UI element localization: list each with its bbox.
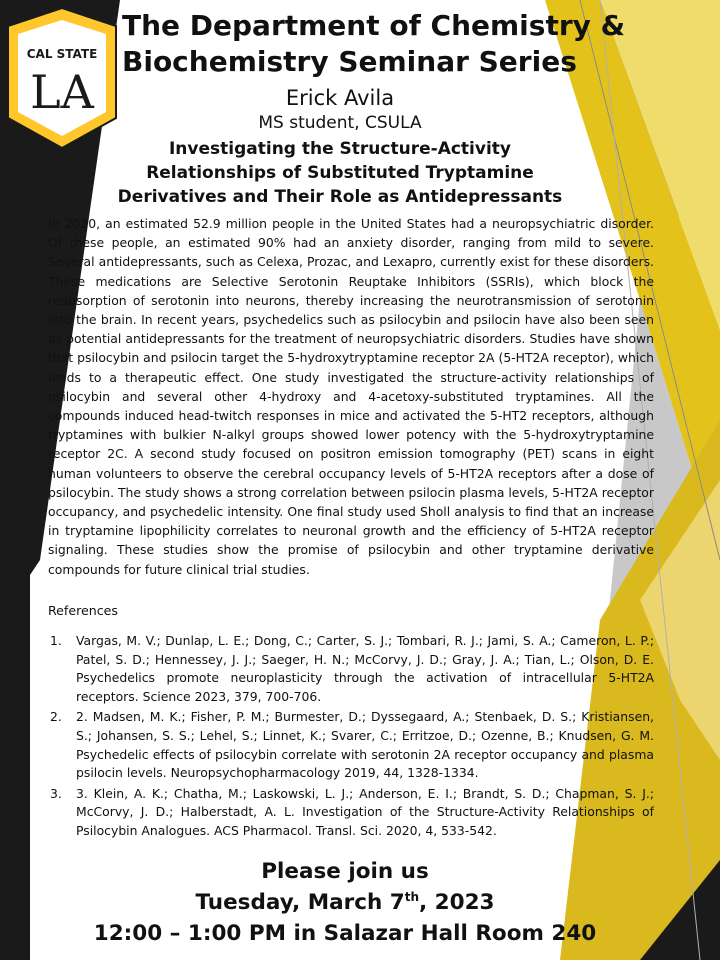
event-date-suffix-sup: th — [404, 889, 419, 904]
abstract-text: In 2020, an estimated 52.9 million people in the United States had a neuropsychiatric disorder. Of these people, an estimated 90% had an anxiety disorder, ranging from mild to severe. Several antidepressants, such as Celexa, Prozac, and Lexapro, currently exist for these disorders. These medications are Selective Serotonin Reuptake Inhibitors (SSRIs), which block the reabsorption of serotonin into neurons, thereby increasing the neurotransmission of serotonin into the brain. In recent years, psychedelics such as psilocybin and psilocin have also been seen as potential antidepressants for the treatment of neuropsychiatric disorders. Studies have shown that psilocybin and psilocin target the 5-hydroxytryptamine receptor 2A (5-HT2A receptor), which leads to a therapeutic effect. One study investigated the structure-activity relationships of psilocybin and several other 4-hydroxy and 4-acetoxy-substituted tryptamines. All the compounds induced head-twitch responses in mice and activated the 5-HT2 receptors, although tryptamines with bulkier N-alkyl groups showed lower potency with the 5-hydroxytryptamine receptor 2C. A second study focused on positron emission tomography (PET) scans in eight human volunteers to observe the cerebral occupancy levels of 5-HT2A receptors after a dose of psilocybin. The study shows a strong correlation between psilocin plasma levels, 5-HT2A receptor occupancy, and psychedelic intensity. One final study used Sholl analysis to find that an increase in tryptamine lipophilicity correlates to neuronal growth and the efficiency of 5-HT2A receptor signaling. These studies show the promise of psilocybin and other tryptamine derivative compounds for future clinical trial studies. — [48, 216, 654, 577]
event-time-location: 12:00 – 1:00 PM in Salazar Hall Room 240 — [93, 921, 597, 946]
reference-number: 2. — [50, 709, 62, 725]
seminar-series-title — [122, 8, 682, 80]
reference-number: 1. — [50, 633, 62, 648]
invitation-line: Please join us — [261, 859, 429, 884]
references-list — [48, 632, 654, 843]
speaker-affiliation: MS student, CSULA — [258, 113, 422, 133]
reference-text: 2. Madsen, M. K.; Fisher, P. M.; Burmester, D.; Dyssegaard, A.; Stenbaek, D. S.; Kristiansen, S.; Johansen, S. S.; Lehel, S.; Linnet, K.; Svarer, C.; Erritzoe, D.; Ozenne, B.; Knudsen, G. M. Psychedelic effects of psilocybin correlate with serotonin 2A receptor occupancy and plasma psilocin levels. Neuropsychopharmacology 2019, 44, 1328-1334. — [76, 709, 654, 781]
title-line: The Department of Chemistry & — [122, 9, 626, 42]
reference-text: Vargas, M. V.; Dunlap, L. E.; Dong, C.; Carter, S. J.; Tombari, R. J.; Jami, S. A.; Cameron, L. P.; Patel, S. D.; Hennessey, J. J.; Saeger, H. N.; McCorvy, J. D.; Gray, J. A.; Tian, L.; Olson, D. E. Psychedelics promote neuroplasticity through the activation of intracellular 5-HT2A receptors. Science 2023, 379, 700-706. — [76, 633, 654, 704]
talk-title-line: Relationships of Substituted Tryptamine — [146, 163, 534, 183]
event-date-prefix: Tuesday, March 7 — [195, 890, 405, 915]
talk-title-line: Investigating the Structure-Activity — [168, 139, 511, 159]
reference-item — [48, 632, 654, 706]
event-date — [60, 887, 630, 918]
talk-title-line: Derivatives and Their Role as Antidepressants — [117, 187, 563, 207]
cal-state-la-logo — [6, 6, 118, 150]
logo-top-text: CAL STATE — [26, 47, 98, 61]
logo-main-text: LA — [30, 65, 94, 119]
event-details — [60, 856, 630, 949]
event-date-year: , 2023 — [419, 890, 495, 915]
reference-text: 3. Klein, A. K.; Chatha, M.; Laskowski, L. J.; Anderson, E. I.; Brandt, S. D.; Chapman, S. J.; McCorvy, J. D.; Halberstadt, A. L. Investigation of the Structure-Activity Relationships of Psilocybin Analogues. ACS Pharmacol. Transl. Sci. 2020, 4, 533-542. — [76, 785, 654, 838]
references-heading: References — [48, 603, 118, 618]
reference-number: 3. — [50, 785, 62, 801]
title-line: Biochemistry Seminar Series — [122, 45, 577, 78]
speaker-name: Erick Avila — [285, 86, 395, 110]
reference-item — [48, 785, 654, 841]
reference-item — [48, 708, 654, 782]
talk-title — [60, 137, 620, 209]
